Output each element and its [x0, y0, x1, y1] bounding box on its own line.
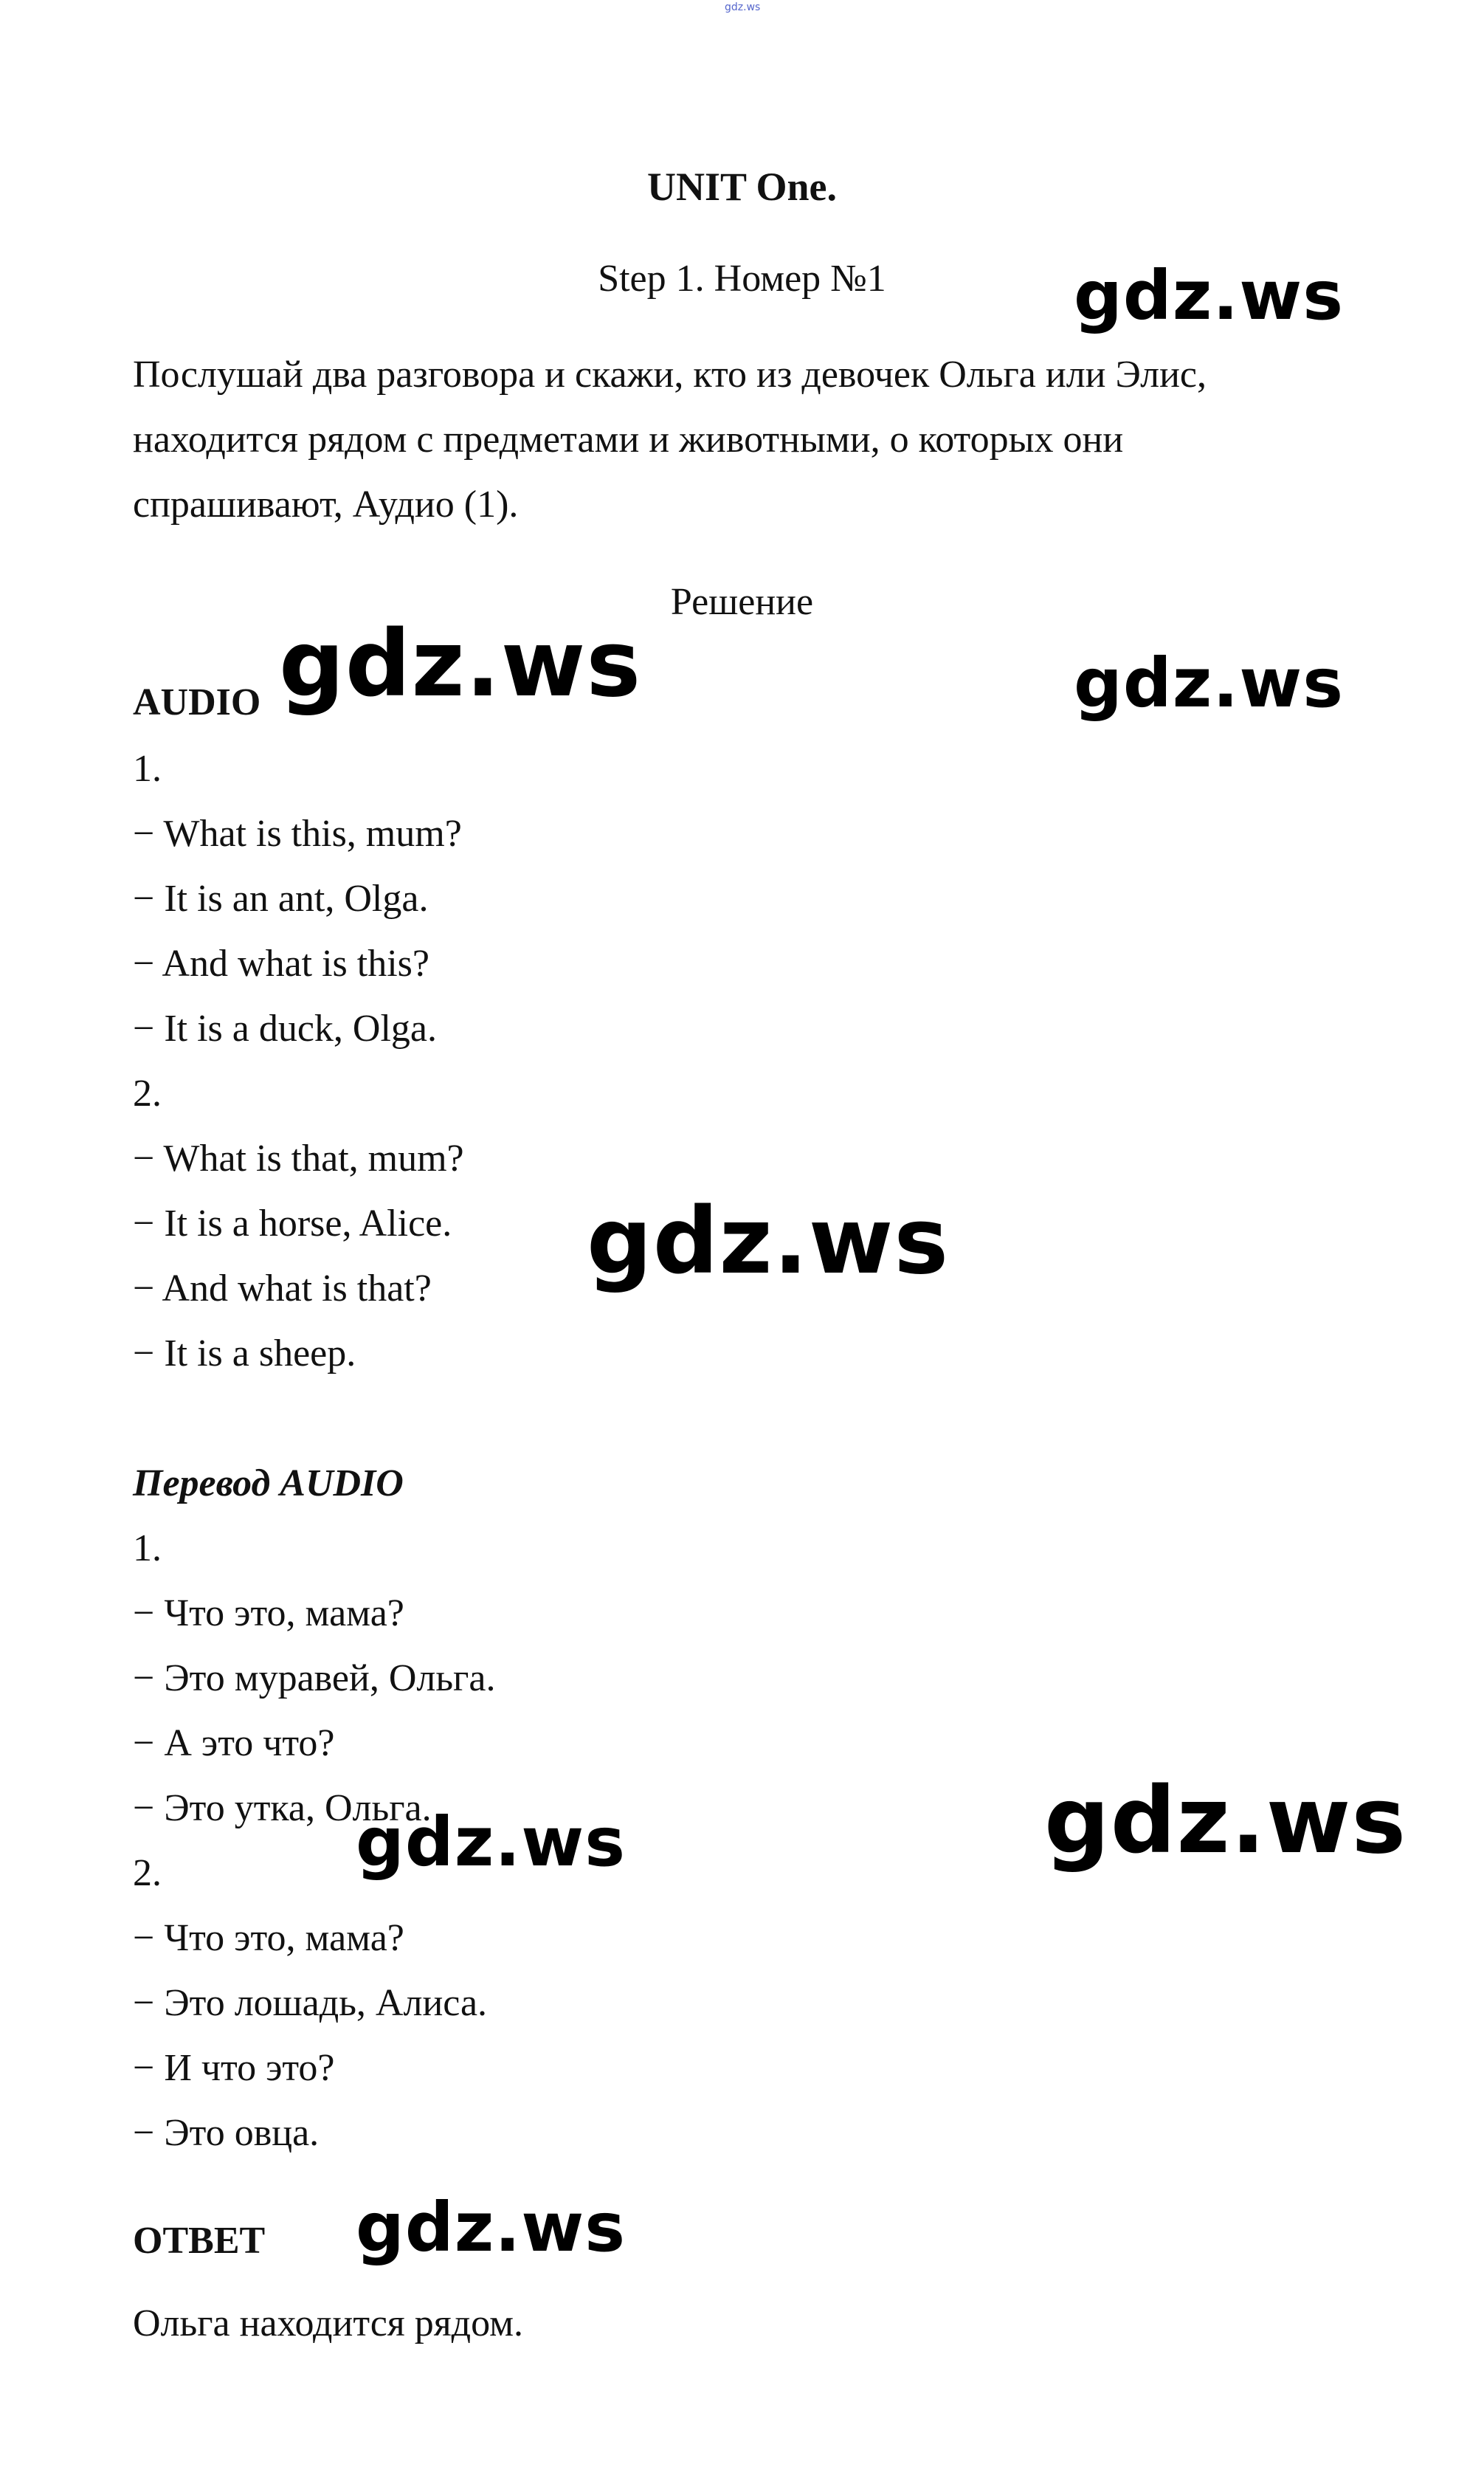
watermark-text: gdz.ws: [356, 1803, 626, 1882]
step-subtitle: Step 1. Номер №1: [598, 258, 886, 300]
audio-heading: AUDIO: [133, 681, 261, 723]
task-line: находится рядом с предметами и животными, о которых они: [133, 419, 1124, 461]
translation-line: − Это утка, Ольга.: [133, 1787, 432, 1829]
translation-line: − Что это, мама?: [133, 1592, 404, 1634]
translation-heading: Перевод AUDIO: [133, 1462, 404, 1504]
translation-line: − А это что?: [133, 1722, 335, 1764]
answer-heading: ОТВЕТ: [133, 2220, 266, 2262]
audio-line: − It is a sheep.: [133, 1332, 356, 1374]
audio-line: − And what is that?: [133, 1267, 432, 1310]
watermark-text: gdz.ws: [1074, 644, 1344, 723]
solution-heading: Решение: [670, 581, 814, 623]
watermark-text: gdz.ws: [1074, 256, 1344, 335]
translation-line: − Это овца.: [133, 2112, 320, 2154]
audio-line: − It is a duck, Olga.: [133, 1008, 438, 1050]
audio-line: 1.: [133, 748, 162, 790]
watermark-text: gdz.ws: [587, 1188, 950, 1295]
answer-text: Ольга находится рядом.: [133, 2302, 523, 2344]
audio-line: − What is this, mum?: [133, 813, 462, 855]
task-line: Послушай два разговора и скажи, кто из девочек Ольга или Элис,: [133, 354, 1207, 396]
audio-line: − It is an ant, Olga.: [133, 878, 429, 920]
audio-line: 2.: [133, 1073, 162, 1115]
top-watermark: gdz.ws: [725, 1, 761, 13]
audio-line: − What is that, mum?: [133, 1138, 464, 1180]
translation-line: − Это лошадь, Алиса.: [133, 1982, 488, 2024]
translation-line: − Что это, мама?: [133, 1917, 404, 1959]
watermark-text: gdz.ws: [279, 611, 642, 718]
page-title: UNIT One.: [646, 165, 838, 209]
audio-line: − And what is this?: [133, 943, 429, 985]
translation-line: − И что это?: [133, 2047, 335, 2089]
audio-line: − It is a horse, Alice.: [133, 1202, 452, 1245]
task-line: спрашивают, Аудио (1).: [133, 484, 519, 526]
translation-line: 1.: [133, 1527, 162, 1569]
translation-line: 2.: [133, 1852, 162, 1894]
watermark-text: gdz.ws: [356, 2188, 626, 2267]
watermark-text: gdz.ws: [1044, 1768, 1407, 1874]
translation-line: − Это муравей, Ольга.: [133, 1657, 496, 1699]
